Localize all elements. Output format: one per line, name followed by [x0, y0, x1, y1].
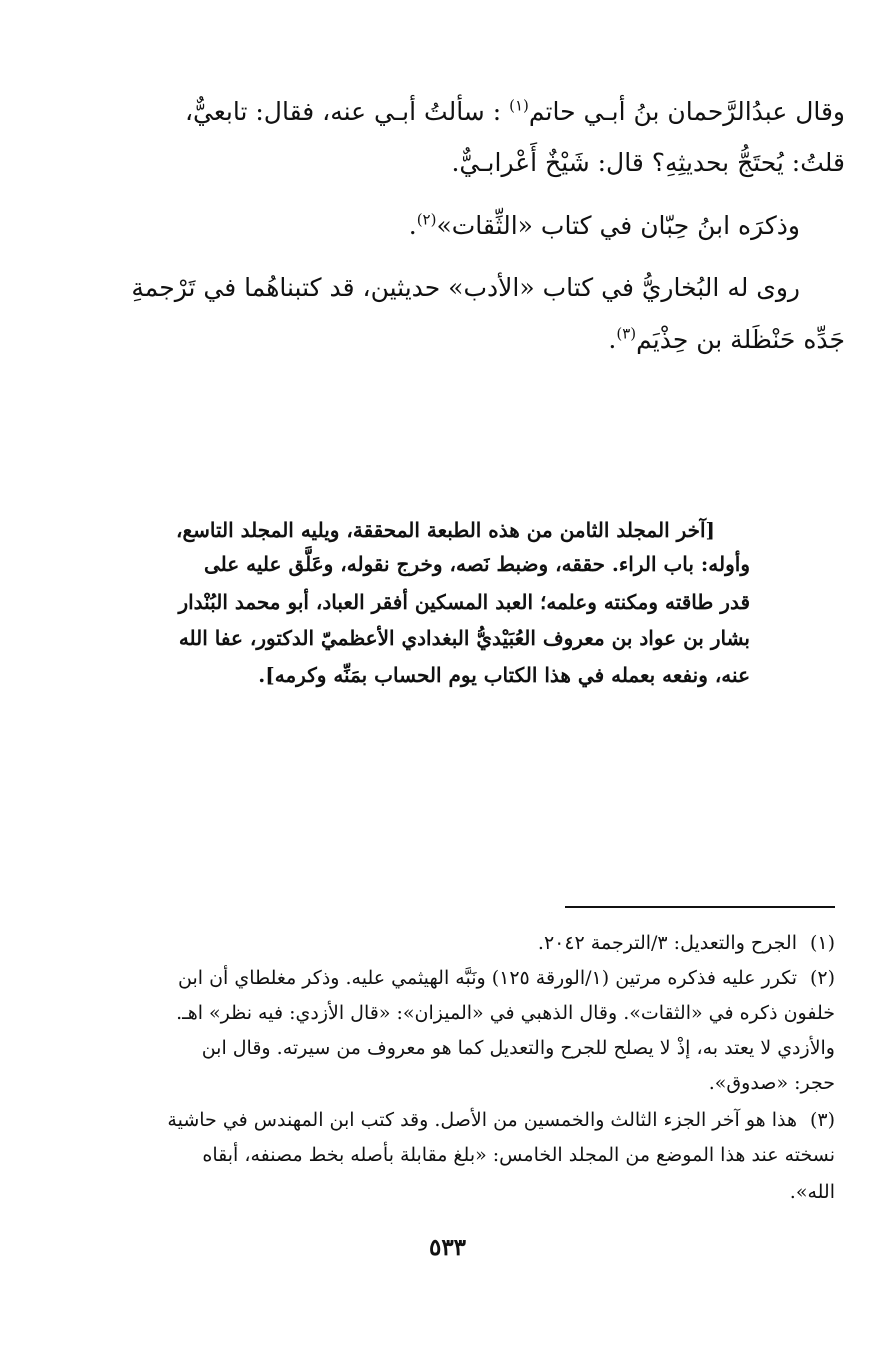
- footnote-2-line-4: حجر: «صدوق».: [708, 1072, 835, 1094]
- main-line-4: روى له البُخاريُّ في كتاب «الأدب» حديثين، قد كتبناهُما في تَرْجمةِ: [131, 273, 800, 302]
- closing-note-line-4: بشار بن عواد بن معروف العُبَيْديُّ البغدادي الأعظميّ الدكتور، عفا الله: [178, 626, 750, 650]
- footnote-3-line-3: الله».: [789, 1181, 835, 1203]
- main-line-5-end: .: [608, 325, 617, 354]
- footnote-2-line-2: خلفون ذكره في «الثقات». وقال الذهبي في «الميزان»: «قال الأزدي: فيه نظر» اهـ.: [176, 1002, 835, 1024]
- footnote-2-number: (٢): [809, 967, 835, 989]
- closing-note-line-1: [آخر المجلد الثامن من هذه الطبعة المحققة، ويليه المجلد التاسع،: [176, 518, 715, 542]
- closing-note-line-2: وأوله: باب الراء. حققه، وضبط نَصه، وخرج نقوله، وعَلَّق عليه على: [203, 552, 750, 576]
- footnote-ref-1: (١): [509, 96, 529, 115]
- footnote-2-line-3: والأزدي لا يعتد به، إذْ لا يصلح للجرح والتعديل كما هو معروف من سيرته. وقال ابن: [201, 1037, 835, 1059]
- page-number: ٥٣٣: [428, 1234, 467, 1261]
- footnote-separator: [565, 906, 835, 908]
- main-line-3-end: .: [408, 211, 417, 240]
- footnote-1-number: (١): [809, 932, 835, 954]
- main-line-1-start: وقال عبدُالرَّحمان بنُ أبـي حاتم: [528, 97, 845, 126]
- main-line-3-text: وذكرَه ابنُ حِبّان في كتاب «الثِّقات»: [436, 211, 800, 240]
- main-line-5-text: جَدِّه حَنْظَلة بن حِذْيَم: [636, 325, 845, 354]
- footnote-ref-2: (٢): [416, 210, 437, 229]
- main-line-1: [185, 94, 845, 130]
- main-line-2: قلتُ: يُحتَجُّ بحديثِهِ؟ قال: شَيْخٌ أَعْرابـيٌّ.: [451, 148, 845, 177]
- main-line-3: [409, 208, 800, 244]
- footnote-3-line-2: نسخته عند هذا الموضع من المجلد الخامس: «بلغ مقابلة بأصله بخط مصنفه، أبقاه: [202, 1144, 835, 1166]
- footnote-3-line-1: هذا هو آخر الجزء الثالث والخمسين من الأصل. وقد كتب ابن المهندس في حاشية: [167, 1109, 797, 1131]
- footnote-3-number: (٣): [809, 1109, 835, 1131]
- footnote-1-line-1: الجرح والتعديل: ٣/الترجمة ٢٠٤٢.: [537, 932, 797, 954]
- main-line-1-rest: : سألتُ أبـي عنه، فقال: تابعيٌّ،: [184, 97, 502, 126]
- closing-note-line-3: قدر طاقته ومكنته وعلمه؛ العبد المسكين أفقر العباد، أبو محمد البُنْدار: [178, 590, 750, 614]
- closing-note-line-5: عنه، ونفعه بعمله في هذا الكتاب يوم الحساب بمَنِّه وكرمه].: [258, 663, 750, 687]
- footnote-ref-3: (٣): [616, 324, 637, 343]
- footnote-2-line-1: تكرر عليه فذكره مرتين (١/الورقة ١٢٥) ونَبَّه الهيثمي عليه. وذكر مغلطاي أن ابن: [178, 967, 797, 989]
- main-line-5: [608, 322, 845, 358]
